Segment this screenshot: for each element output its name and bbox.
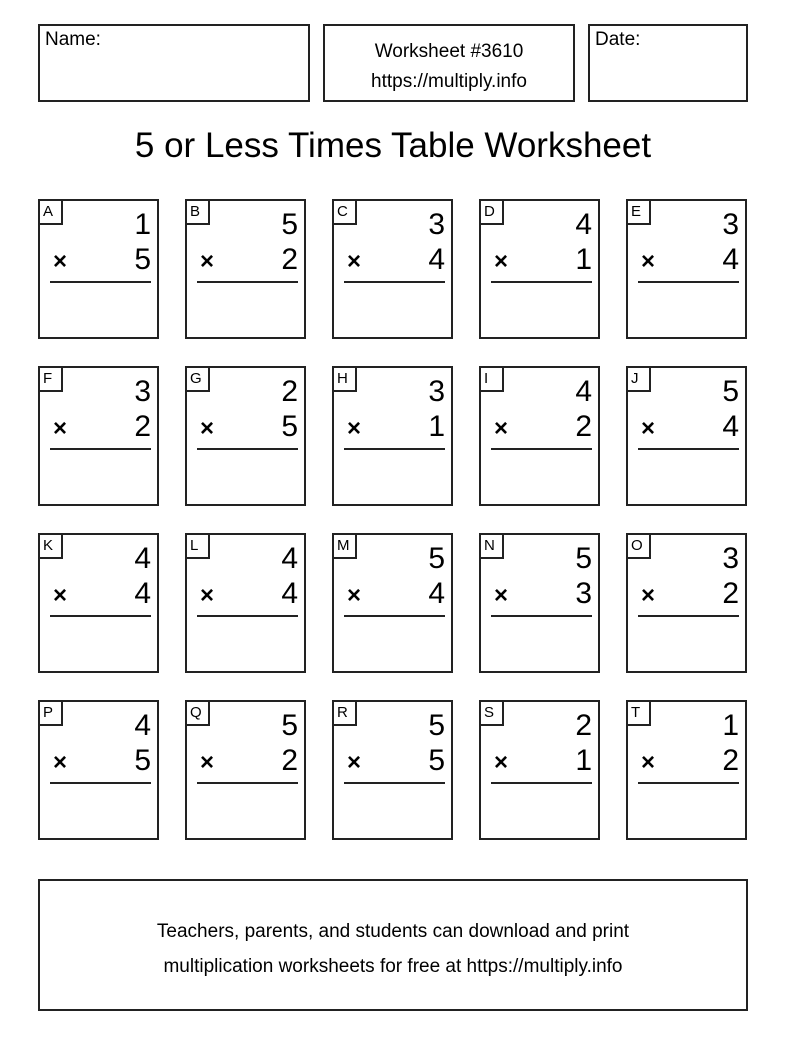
date-field-box[interactable]	[588, 24, 748, 102]
multiply-sign-icon: ×	[53, 749, 68, 776]
multiply-sign-icon: ×	[200, 415, 215, 442]
multiply-sign-icon: ×	[494, 415, 509, 442]
problem-box[interactable]	[332, 199, 453, 339]
answer-line	[197, 615, 298, 617]
problem-box[interactable]	[479, 366, 600, 506]
multiply-sign-icon: ×	[641, 582, 656, 609]
problem-label: T	[628, 702, 651, 726]
problem-multiplicand: 3	[428, 375, 445, 408]
multiply-sign-icon: ×	[53, 248, 68, 275]
problem-box[interactable]	[626, 533, 747, 673]
problem-box[interactable]	[332, 700, 453, 840]
answer-line	[50, 448, 151, 450]
problem-multiplier: 5	[134, 243, 151, 276]
problem-box[interactable]	[185, 700, 306, 840]
problem-label: H	[334, 368, 357, 392]
problem-label: C	[334, 201, 357, 225]
date-label: Date:	[595, 29, 641, 50]
problem-label: L	[187, 535, 210, 559]
problem-multiplicand: 4	[575, 375, 592, 408]
problem-box[interactable]	[185, 533, 306, 673]
problem-label: O	[628, 535, 651, 559]
problem-box[interactable]	[626, 366, 747, 506]
problem-label: I	[481, 368, 504, 392]
problem-multiplicand: 3	[722, 542, 739, 575]
footer-line-2: multiplication worksheets for free at https://multiply.info	[163, 956, 623, 977]
problem-box[interactable]	[332, 533, 453, 673]
problem-label: Q	[187, 702, 210, 726]
problem-multiplicand: 3	[722, 208, 739, 241]
multiply-sign-icon: ×	[347, 582, 362, 609]
problem-multiplier: 3	[575, 577, 592, 610]
problem-label: G	[187, 368, 210, 392]
name-label: Name:	[45, 29, 101, 50]
problem-multiplier: 2	[134, 410, 151, 443]
answer-line	[491, 615, 592, 617]
name-field-box[interactable]	[38, 24, 310, 102]
multiply-sign-icon: ×	[494, 582, 509, 609]
problem-multiplicand: 3	[134, 375, 151, 408]
answer-line	[491, 448, 592, 450]
problem-multiplier: 2	[722, 577, 739, 610]
problem-label: E	[628, 201, 651, 225]
problem-label: M	[334, 535, 357, 559]
problem-box[interactable]	[479, 199, 600, 339]
answer-line	[638, 615, 739, 617]
problem-multiplicand: 5	[281, 709, 298, 742]
answer-line	[344, 782, 445, 784]
problem-label: A	[40, 201, 63, 225]
worksheet-url: https://multiply.info	[371, 71, 527, 92]
multiply-sign-icon: ×	[494, 248, 509, 275]
answer-line	[491, 281, 592, 283]
problem-multiplicand: 5	[722, 375, 739, 408]
answer-line	[50, 782, 151, 784]
multiply-sign-icon: ×	[53, 582, 68, 609]
problem-box[interactable]	[479, 533, 600, 673]
problem-multiplier: 4	[428, 243, 445, 276]
problem-multiplier: 4	[428, 577, 445, 610]
multiply-sign-icon: ×	[494, 749, 509, 776]
problem-multiplicand: 4	[575, 208, 592, 241]
answer-line	[638, 782, 739, 784]
page-title: 5 or Less Times Table Worksheet	[134, 126, 652, 165]
problem-multiplicand: 4	[134, 709, 151, 742]
answer-line	[638, 448, 739, 450]
problem-box[interactable]	[626, 199, 747, 339]
problem-label: F	[40, 368, 63, 392]
multiply-sign-icon: ×	[347, 415, 362, 442]
footer-line-1: Teachers, parents, and students can download and print	[156, 921, 630, 942]
answer-line	[344, 281, 445, 283]
problem-box[interactable]	[38, 366, 159, 506]
problem-multiplier: 2	[722, 744, 739, 777]
problem-box[interactable]	[38, 700, 159, 840]
multiply-sign-icon: ×	[641, 749, 656, 776]
answer-line	[50, 281, 151, 283]
problem-multiplier: 4	[722, 410, 739, 443]
problem-multiplier: 2	[281, 744, 298, 777]
problem-multiplier: 2	[281, 243, 298, 276]
problem-label: D	[481, 201, 504, 225]
multiply-sign-icon: ×	[641, 415, 656, 442]
problem-multiplicand: 2	[575, 709, 592, 742]
multiply-sign-icon: ×	[200, 248, 215, 275]
problem-multiplier: 5	[281, 410, 298, 443]
answer-line	[638, 281, 739, 283]
problem-multiplicand: 5	[428, 709, 445, 742]
problem-box[interactable]	[185, 366, 306, 506]
multiply-sign-icon: ×	[641, 248, 656, 275]
problem-box[interactable]	[332, 366, 453, 506]
problem-label: N	[481, 535, 504, 559]
problem-box[interactable]	[626, 700, 747, 840]
multiply-sign-icon: ×	[53, 415, 68, 442]
problem-multiplier: 1	[575, 243, 592, 276]
problem-label: J	[628, 368, 651, 392]
problem-multiplicand: 5	[428, 542, 445, 575]
problem-multiplicand: 3	[428, 208, 445, 241]
problem-multiplicand: 5	[281, 208, 298, 241]
footer-box	[38, 879, 748, 1011]
multiply-sign-icon: ×	[200, 749, 215, 776]
answer-line	[50, 615, 151, 617]
problem-multiplicand: 2	[281, 375, 298, 408]
problem-multiplicand: 1	[722, 709, 739, 742]
problem-box[interactable]	[185, 199, 306, 339]
answer-line	[197, 281, 298, 283]
problem-multiplier: 5	[428, 744, 445, 777]
answer-line	[344, 448, 445, 450]
problem-multiplier: 4	[722, 243, 739, 276]
worksheet-info-box	[323, 24, 575, 102]
problem-multiplier: 2	[575, 410, 592, 443]
multiply-sign-icon: ×	[347, 749, 362, 776]
answer-line	[197, 448, 298, 450]
problem-multiplier: 1	[575, 744, 592, 777]
problem-label: P	[40, 702, 63, 726]
problem-multiplicand: 1	[134, 208, 151, 241]
problem-multiplicand: 4	[134, 542, 151, 575]
problem-multiplier: 4	[134, 577, 151, 610]
answer-line	[491, 782, 592, 784]
problem-box[interactable]	[38, 199, 159, 339]
worksheet-number: Worksheet #3610	[374, 41, 524, 62]
problem-label: R	[334, 702, 357, 726]
problem-multiplicand: 5	[575, 542, 592, 575]
problem-multiplier: 1	[428, 410, 445, 443]
answer-line	[344, 615, 445, 617]
multiply-sign-icon: ×	[347, 248, 362, 275]
problem-box[interactable]	[38, 533, 159, 673]
problem-label: S	[481, 702, 504, 726]
problem-multiplicand: 4	[281, 542, 298, 575]
problem-box[interactable]	[479, 700, 600, 840]
problem-label: K	[40, 535, 63, 559]
answer-line	[197, 782, 298, 784]
multiply-sign-icon: ×	[200, 582, 215, 609]
problem-label: B	[187, 201, 210, 225]
problem-multiplier: 5	[134, 744, 151, 777]
problem-multiplier: 4	[281, 577, 298, 610]
